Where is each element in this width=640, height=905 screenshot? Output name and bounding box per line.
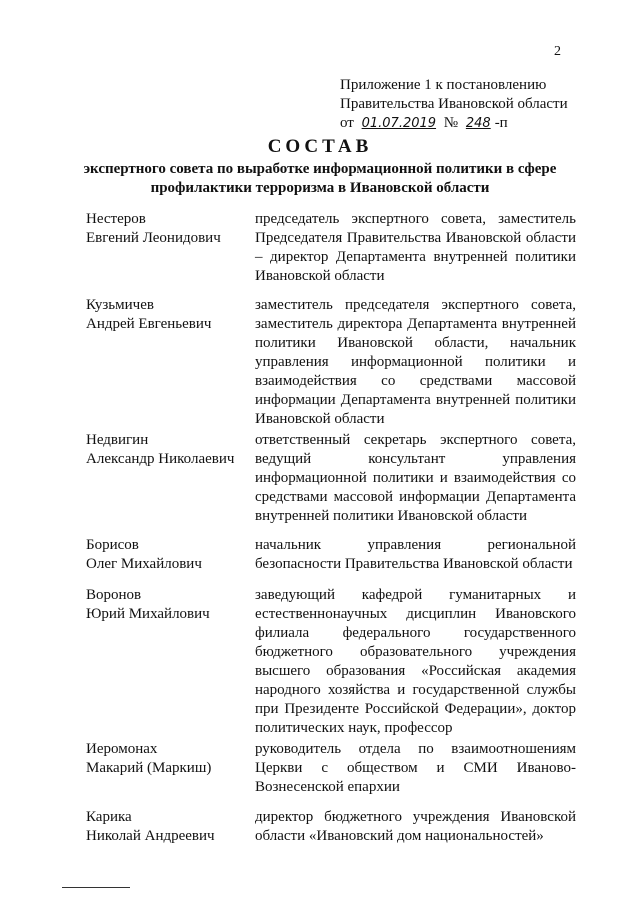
document-subtitle — [60, 160, 580, 198]
member-given-name: Олег Михайлович — [86, 556, 202, 572]
member-surname: Кузьмичев — [86, 297, 154, 313]
member-name — [86, 808, 251, 846]
member-given-name: Макарий (Маркиш) — [86, 760, 212, 776]
document-title: СОСТАВ — [267, 136, 373, 157]
member-given-name: Александр Николаевич — [86, 451, 235, 467]
appendix-line-3 — [340, 114, 580, 133]
appendix-date: 01.07.2019 — [361, 116, 437, 131]
member-name — [86, 740, 251, 778]
member-surname: Карика — [86, 809, 132, 825]
member-role: ответственный секретарь экспертного совета, ведущий консультант управления информационной политики и взаимодействия со средствами массовой информации Департамента внутренней политики Ивановской области — [255, 432, 576, 524]
appendix-number: 248 — [465, 116, 491, 131]
member-name — [86, 536, 251, 574]
subtitle-line-1: экспертного совета по выработке информационной политики в сфере — [83, 161, 557, 177]
subtitle-line-2: профилактики терроризма в Ивановской области — [150, 180, 490, 196]
member-surname: Борисов — [86, 537, 139, 553]
member-surname: Нестеров — [86, 211, 146, 227]
page-number: 2 — [554, 44, 561, 59]
appendix-line-1: Приложение 1 к постановлению — [340, 77, 547, 93]
member-role: начальник управления региональной безопасности Правительства Ивановской области — [255, 537, 576, 572]
member-name — [86, 296, 251, 334]
member-given-name: Николай Андреевич — [86, 828, 215, 844]
member-given-name: Евгений Леонидович — [86, 230, 221, 246]
member-role: заведующий кафедрой гуманитарных и естественнонаучных дисциплин Ивановского филиала федерального государственного бюджетного образовательного учреждения высшего образования «Российская академия народного хозяйства и государственной службы при Президенте Российской Федерации», доктор политических наук, профессор — [255, 587, 576, 736]
member-name — [86, 210, 251, 248]
member-role: председатель экспертного совета, заместитель Председателя Правительства Ивановской области – директор Департамента внутренней политики Ивановской области — [255, 211, 576, 284]
footer-rule — [62, 887, 130, 888]
member-role: руководитель отдела по взаимоотношениям Церкви с обществом и СМИ Иваново-Вознесенской епархии — [255, 741, 576, 795]
member-given-name: Юрий Михайлович — [86, 606, 210, 622]
member-surname: Воронов — [86, 587, 142, 603]
member-name — [86, 431, 251, 469]
member-given-name: Андрей Евгеньевич — [86, 316, 212, 332]
appendix-number-label: № — [443, 115, 459, 131]
appendix-from-label: от — [340, 115, 354, 131]
member-surname: Иеромонах — [86, 741, 158, 757]
appendix-line-2: Правительства Ивановской области — [340, 96, 568, 112]
member-name — [86, 586, 251, 624]
member-role: заместитель председателя экспертного совета, заместитель директора Департамента внутренней политики Ивановской области, начальник управления информационной политики и взаимодействия со средствами массовой информации Департамента внутренней политики Ивановской области — [255, 297, 576, 427]
appendix-header — [340, 76, 580, 133]
member-surname: Недвигин — [86, 432, 149, 448]
appendix-suffix: -п — [494, 115, 508, 131]
member-role: директор бюджетного учреждения Ивановской области «Ивановский дом национальностей» — [255, 809, 576, 844]
